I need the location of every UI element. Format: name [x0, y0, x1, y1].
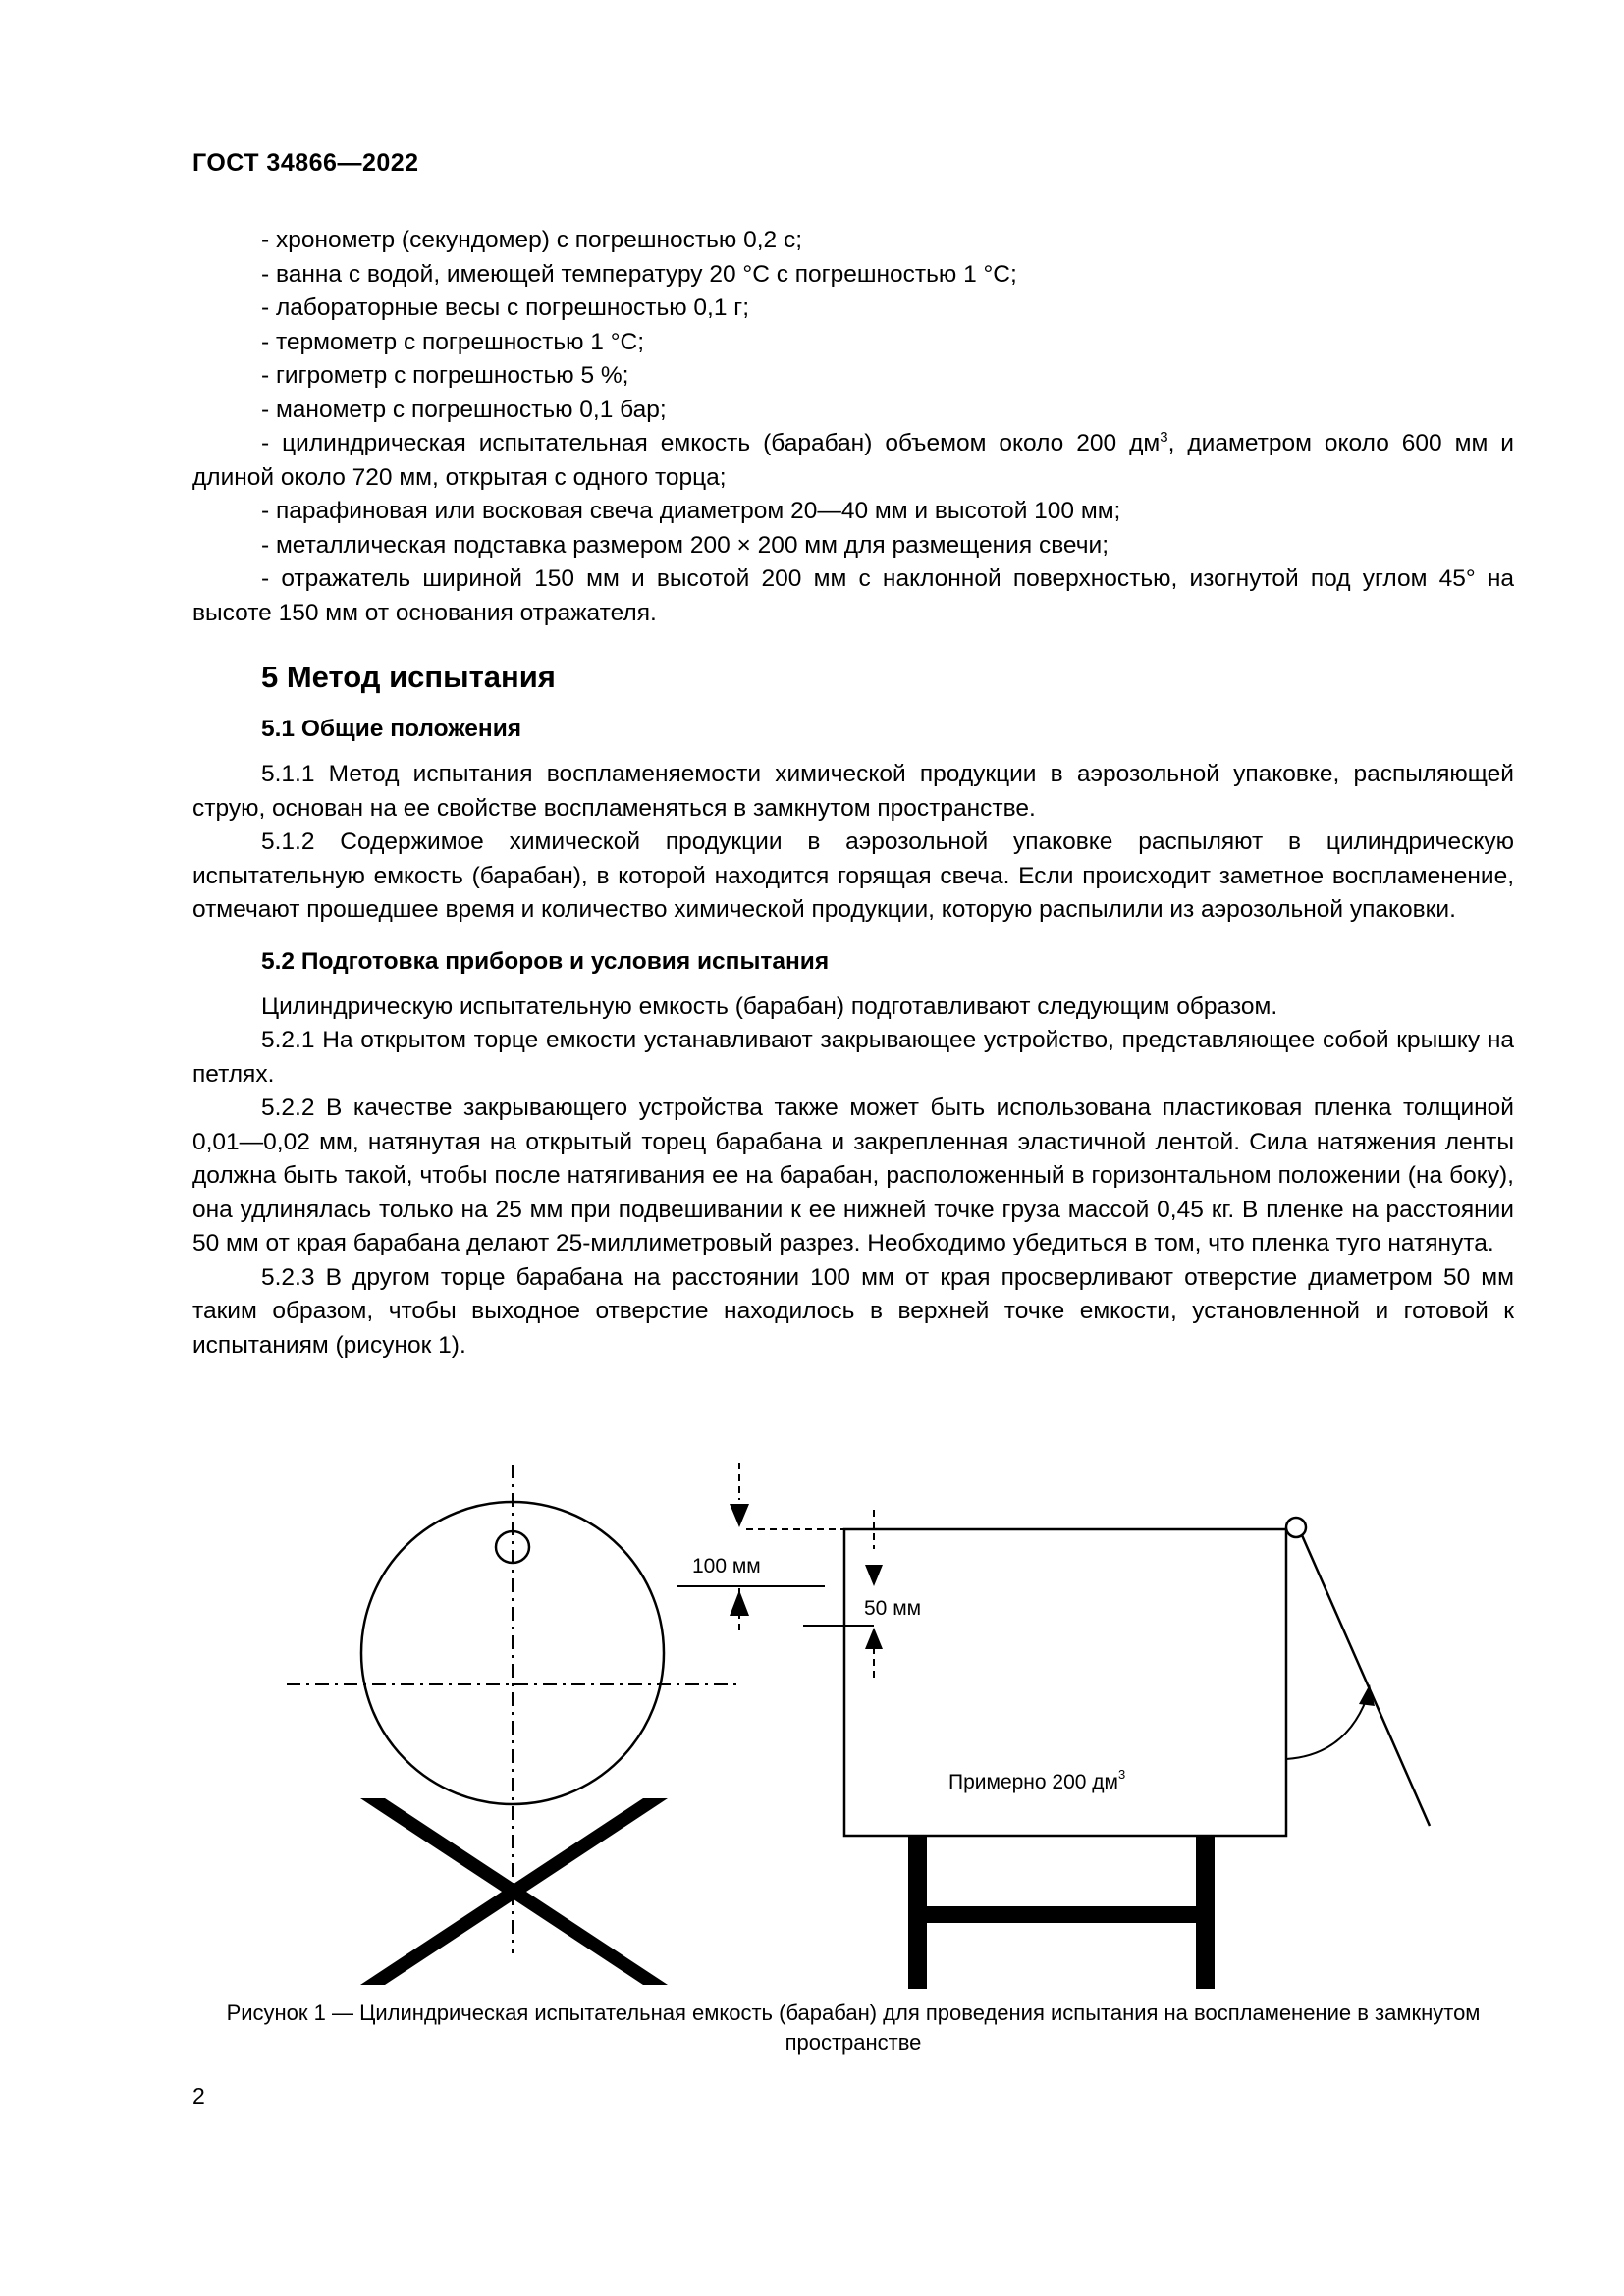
lid-line [1302, 1535, 1430, 1826]
section-5-heading: 5 Метод испытания [261, 660, 556, 694]
paragraph-5-2-intro: Цилиндрическую испытательную емкость (барабан) подготавливают следующим образом. [261, 992, 1278, 1020]
arrow-50-bottom [865, 1628, 883, 1649]
list-item: - металлическая подставка размером 200 × 200 мм для размещения свечи; [261, 531, 1110, 559]
document-header: ГОСТ 34866—2022 [192, 149, 419, 177]
lid-angle-arc [1286, 1698, 1367, 1759]
list-item: - термометр с погрешностью 1 °С; [261, 328, 645, 355]
list-item: - манометр с погрешностью 0,1 бар; [261, 396, 667, 423]
section-5-2-heading: 5.2 Подготовка приборов и условия испытания [261, 947, 830, 975]
stand-crossbar [908, 1906, 1215, 1923]
paragraph-5-2-1: 5.2.1 На открытом торце емкости устанавливают закрывающее устройство, представляющее собой крышку на петлях. [192, 1027, 1514, 1088]
arrow-100-bottom [730, 1590, 749, 1616]
list-item: - хронометр (секундомер) с погрешностью 0,2 с; [261, 227, 803, 253]
label-volume: Примерно 200 $дм^3$ [948, 1767, 1126, 1793]
arrow-50-top [865, 1565, 883, 1586]
list-item: - лабораторные весы с погрешностью 0,1 г; [261, 294, 750, 321]
lid-hinge [1286, 1518, 1306, 1537]
paragraph-5-2-2: 5.2.2 В качестве закрывающего устройства также может быть использована пластиковая пленка толщиной 0,01—0,02 мм, натянутая на открытый торец барабана и закрепленная эластичной лентой. Сила натяжения ленты должна быть такой, чтобы после натягивания ее на барабан, расположенный в горизонтальном положении (на боку), она удлинялась только на 25 мм при подвешивании к ее нижней точке груза массой 0,45 кг. В пленке на расстоянии 50 мм от края барабана делают 25-миллиметровый разрез. Необходимо убедиться в том, что пленка туго натянута. [192, 1095, 1514, 1256]
paragraph-5-1-1: 5.1.1 Метод испытания воспламеняемости химической продукции в аэрозольной упаковке, распыляющей струю, основан на ее свойстве воспламеняться в замкнутом пространстве. [192, 761, 1514, 822]
list-item: - ванна с водой, имеющей температуру 20 °С с погрешностью 1 °С; [261, 260, 1017, 288]
label-50mm: 50 мм [864, 1597, 922, 1620]
page-number: 2 [192, 2083, 205, 2109]
figure-caption: Рисунок 1 — Цилиндрическая испытательная емкость (барабан) для проведения испытания на воспламенение в замкнутом пространстве [226, 2001, 1481, 2055]
list-item-drum [192, 427, 1514, 495]
figure-1-drawing [0, 1443, 1624, 1993]
list-item: - парафиновая или восковая свеча диаметром 20—40 мм и высотой 100 мм; [261, 498, 1121, 524]
list-item: - отражатель шириной 150 мм и высотой 200 мм с наклонной поверхностью, изогнутой под углом 45° на высоте 150 мм от основания отражателя. [192, 565, 1514, 626]
drum-text-after: , диаметром около 600 мм и длиной около 720 мм, открытая с одного торца; [192, 430, 1514, 491]
document-body [192, 224, 1514, 1362]
arrow-100-top [730, 1504, 749, 1527]
drum-text-before: - цилиндрическая испытательная емкость (барабан) объемом около 200 дм [261, 430, 1161, 456]
paragraph-5-2-3: 5.2.3 В другом торце барабана на расстоянии 100 мм от края просверливают отверстие диаметром 50 мм таким образом, чтобы выходное отверстие находилось в верхней точке емкости, установленной и готовой к испытаниям (рисунок 1). [192, 1263, 1514, 1359]
label-100mm: 100 мм [692, 1555, 761, 1577]
section-5-1-heading: 5.1 Общие положения [261, 716, 522, 742]
paragraph-5-1-2: 5.1.2 Содержимое химической продукции в аэрозольной упаковке распыляют в цилиндрическую испытательную емкость (барабан), в которой находится горящая свеча. Если происходит заметное воспламенение, отмечают прошедшее время и количество химической продукции, которую распылили из аэрозольной упаковки. [192, 828, 1514, 923]
drum-text-sup: 3 [1160, 429, 1168, 446]
list-item: - гигрометр с погрешностью 5 %; [261, 362, 629, 389]
